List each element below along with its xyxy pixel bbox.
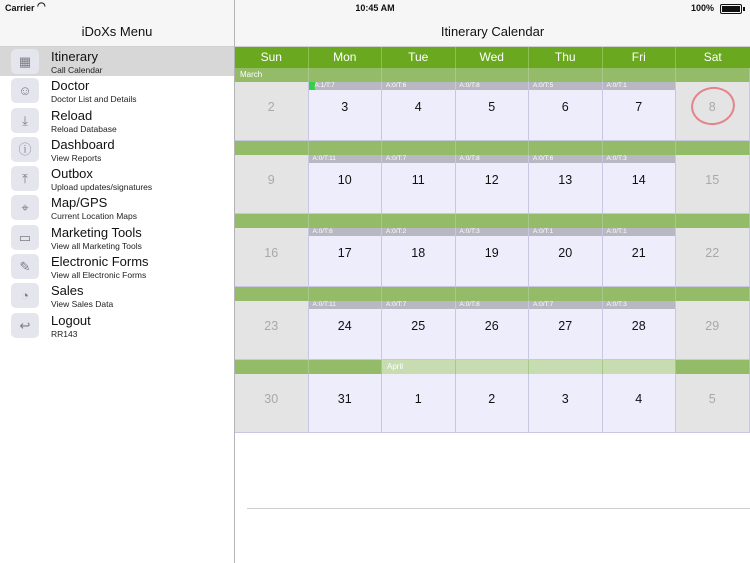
visit-count-text: A:0/T:2 bbox=[386, 228, 407, 235]
menu-list bbox=[0, 47, 234, 340]
day-cell[interactable] bbox=[603, 301, 677, 360]
bottom-divider bbox=[247, 508, 750, 509]
band-segment bbox=[382, 68, 456, 82]
day-cell[interactable] bbox=[235, 228, 309, 287]
visit-count-tag bbox=[456, 155, 529, 163]
day-number: 11 bbox=[411, 173, 425, 187]
day-number: 20 bbox=[558, 246, 573, 260]
day-cell[interactable] bbox=[603, 82, 677, 141]
day-cell[interactable] bbox=[456, 155, 530, 214]
day-number: 31 bbox=[337, 392, 352, 406]
band-segment bbox=[456, 214, 530, 228]
day-number: 14 bbox=[631, 173, 646, 187]
menu-item-itinerary[interactable] bbox=[0, 47, 234, 76]
menu-item-subtitle: RR143 bbox=[51, 328, 78, 339]
visit-count-text: A:0/T:6 bbox=[312, 228, 333, 235]
day-cell[interactable] bbox=[382, 301, 456, 360]
calendar-icon: ▦ bbox=[11, 49, 39, 74]
day-cell[interactable] bbox=[235, 301, 309, 360]
band-segment bbox=[529, 360, 603, 374]
visit-count-tag bbox=[309, 301, 382, 309]
band-segment bbox=[603, 214, 677, 228]
visit-count-tag bbox=[456, 301, 529, 309]
day-cell[interactable] bbox=[603, 155, 677, 214]
band-segment bbox=[529, 141, 603, 155]
menu-item-electronic-forms[interactable] bbox=[0, 252, 234, 281]
visit-count-tag bbox=[309, 82, 382, 90]
calendar-week bbox=[235, 214, 750, 287]
day-cell[interactable] bbox=[309, 82, 383, 141]
day-cell[interactable] bbox=[309, 228, 383, 287]
calendar-week bbox=[235, 287, 750, 360]
visit-count-tag bbox=[603, 228, 676, 236]
visit-count-tag bbox=[529, 155, 602, 163]
location-pin-icon: ⌖ bbox=[11, 195, 39, 220]
day-number: 2 bbox=[488, 392, 496, 406]
band-segment bbox=[529, 68, 603, 82]
visit-count-tag bbox=[382, 82, 455, 90]
week-cells bbox=[235, 155, 750, 214]
visit-count-tag bbox=[603, 155, 676, 163]
day-number: 2 bbox=[267, 100, 275, 114]
day-number: 15 bbox=[705, 173, 720, 187]
menu-title: iDoXs Menu bbox=[0, 18, 234, 47]
band-segment bbox=[235, 287, 309, 301]
menu-item-subtitle: View all Marketing Tools bbox=[51, 240, 142, 251]
day-number: 10 bbox=[337, 173, 352, 187]
visit-count-tag bbox=[309, 155, 382, 163]
visit-count-tag bbox=[456, 82, 529, 90]
upload-icon: ⤒ bbox=[11, 166, 39, 191]
day-cell[interactable] bbox=[456, 301, 530, 360]
visit-count-text: A:0/T:7 bbox=[386, 155, 407, 162]
day-number: 23 bbox=[264, 319, 279, 333]
visit-count-text: A:0/T:8 bbox=[459, 301, 480, 308]
day-cell[interactable] bbox=[382, 82, 456, 141]
month-label: March bbox=[240, 70, 263, 79]
band-segment bbox=[456, 360, 530, 374]
day-number: 9 bbox=[267, 173, 275, 187]
band-segment bbox=[309, 141, 383, 155]
weekday-header-row bbox=[235, 47, 750, 68]
calendar-panel bbox=[235, 18, 750, 563]
day-cell[interactable] bbox=[382, 374, 456, 433]
day-number: 4 bbox=[414, 100, 422, 114]
visit-count-text: A:0/T:7 bbox=[533, 301, 554, 308]
calendar-week bbox=[235, 141, 750, 214]
week-cells bbox=[235, 301, 750, 360]
menu-item-subtitle: View Sales Data bbox=[51, 299, 114, 310]
menu-item-logout[interactable] bbox=[0, 311, 234, 340]
band-segment bbox=[382, 287, 456, 301]
day-cell[interactable] bbox=[456, 374, 530, 433]
weekday-sun: Sun bbox=[235, 47, 309, 68]
monitor-icon: ▭ bbox=[11, 225, 39, 250]
band-segment bbox=[676, 141, 750, 155]
band-segment bbox=[676, 360, 750, 374]
today-highlight-circle bbox=[689, 84, 738, 128]
band-segment bbox=[529, 287, 603, 301]
day-cell[interactable] bbox=[309, 155, 383, 214]
day-number: 4 bbox=[635, 392, 643, 406]
weekday-thu: Thu bbox=[529, 47, 603, 68]
day-number: 22 bbox=[705, 246, 720, 260]
day-number: 27 bbox=[558, 319, 573, 333]
band-segment bbox=[676, 287, 750, 301]
visit-count-text: A:0/T:1 bbox=[606, 82, 627, 89]
visit-count-text: A:0/T:5 bbox=[533, 82, 554, 89]
band-segment bbox=[382, 214, 456, 228]
day-number: 3 bbox=[341, 100, 349, 114]
status-bar bbox=[0, 0, 750, 18]
day-number: 26 bbox=[484, 319, 499, 333]
weekday-tue: Tue bbox=[382, 47, 456, 68]
band-segment bbox=[309, 68, 383, 82]
day-cell[interactable] bbox=[529, 82, 603, 141]
menu-item-title: Dashboard bbox=[51, 136, 115, 152]
visit-count-text: A:0/T:1 bbox=[533, 228, 554, 235]
band-segment bbox=[676, 214, 750, 228]
logout-icon: ↩ bbox=[11, 313, 39, 338]
visit-count-tag bbox=[529, 82, 602, 90]
calendar-week bbox=[235, 360, 750, 433]
day-number: 29 bbox=[705, 319, 720, 333]
band-segment bbox=[235, 214, 309, 228]
band-segment bbox=[456, 141, 530, 155]
band-segment bbox=[309, 214, 383, 228]
menu-item-subtitle: Upload updates/signatures bbox=[51, 182, 153, 193]
calendar-title: Itinerary Calendar bbox=[235, 18, 750, 47]
day-cell[interactable] bbox=[235, 82, 309, 141]
day-number: 3 bbox=[561, 392, 569, 406]
day-cell[interactable] bbox=[676, 228, 750, 287]
wifi-icon: ◠ bbox=[37, 1, 46, 12]
menu-item-subtitle: View Reports bbox=[51, 152, 102, 163]
day-number: 5 bbox=[488, 100, 496, 114]
visit-count-text: A:1/T:7 bbox=[314, 82, 335, 89]
weekday-wed: Wed bbox=[456, 47, 530, 68]
day-cell[interactable] bbox=[529, 374, 603, 433]
battery-icon bbox=[720, 4, 742, 14]
menu-panel bbox=[0, 18, 234, 563]
menu-item-title: Reload bbox=[51, 107, 93, 123]
carrier-label: Carrier bbox=[5, 3, 35, 13]
day-cell[interactable] bbox=[309, 374, 383, 433]
menu-item-subtitle: Current Location Maps bbox=[51, 211, 137, 222]
menu-item-title: Map/GPS bbox=[51, 195, 108, 211]
menu-item-map-gps[interactable] bbox=[0, 193, 234, 222]
day-cell[interactable] bbox=[676, 82, 750, 141]
visit-count-text: A:0/T:3 bbox=[459, 228, 480, 235]
day-number: 16 bbox=[264, 246, 279, 260]
menu-item-title: Outbox bbox=[51, 166, 93, 182]
menu-item-title: Logout bbox=[51, 312, 91, 328]
day-number: 21 bbox=[631, 246, 646, 260]
menu-item-title: Itinerary bbox=[51, 49, 98, 64]
day-number: 6 bbox=[561, 100, 569, 114]
band-segment bbox=[456, 287, 530, 301]
band-segment bbox=[603, 287, 677, 301]
day-number: 24 bbox=[337, 319, 352, 333]
weekday-mon: Mon bbox=[309, 47, 383, 68]
day-cell[interactable] bbox=[382, 155, 456, 214]
visit-count-text: A:0/T:6 bbox=[533, 155, 554, 162]
day-cell[interactable] bbox=[529, 155, 603, 214]
calendar-week bbox=[235, 68, 750, 141]
week-cells bbox=[235, 374, 750, 433]
band-segment bbox=[456, 68, 530, 82]
band-segment bbox=[309, 360, 383, 374]
day-number: 7 bbox=[635, 100, 643, 114]
day-number: 13 bbox=[558, 173, 573, 187]
menu-item-title: Marketing Tools bbox=[51, 224, 142, 240]
day-cell[interactable] bbox=[529, 228, 603, 287]
day-cell[interactable] bbox=[603, 374, 677, 433]
menu-item-dashboard[interactable] bbox=[0, 135, 234, 164]
visit-count-text: A:0/T:11 bbox=[312, 155, 336, 162]
week-cells bbox=[235, 228, 750, 287]
band-segment bbox=[309, 287, 383, 301]
band-segment bbox=[603, 141, 677, 155]
visit-count-tag bbox=[603, 82, 676, 90]
band-segment bbox=[235, 360, 309, 374]
band-segment bbox=[529, 214, 603, 228]
month-label: April bbox=[387, 362, 404, 371]
info-icon: ⓘ bbox=[11, 137, 39, 162]
edit-form-icon: ✎ bbox=[11, 254, 39, 279]
visit-count-text: A:0/T:3 bbox=[606, 301, 627, 308]
band-segment bbox=[603, 360, 677, 374]
visit-count-text: A:0/T:3 bbox=[606, 155, 627, 162]
day-cell[interactable] bbox=[456, 228, 530, 287]
menu-item-subtitle: Doctor List and Details bbox=[51, 94, 137, 105]
day-number: 8 bbox=[708, 100, 716, 114]
doctor-icon: ☺ bbox=[11, 78, 39, 103]
day-number: 19 bbox=[484, 246, 499, 260]
weekday-sat: Sat bbox=[676, 47, 750, 68]
menu-item-subtitle: Call Calendar bbox=[51, 65, 103, 75]
visit-count-tag bbox=[529, 228, 602, 236]
day-number: 1 bbox=[414, 392, 422, 406]
visit-count-text: A:0/T:8 bbox=[459, 155, 480, 162]
visit-count-tag bbox=[382, 228, 455, 236]
menu-item-marketing-tools[interactable] bbox=[0, 223, 234, 252]
day-number: 17 bbox=[337, 246, 352, 260]
day-cell[interactable] bbox=[529, 301, 603, 360]
band-segment bbox=[235, 141, 309, 155]
day-cell[interactable] bbox=[382, 228, 456, 287]
visit-count-text: A:0/T:1 bbox=[606, 228, 627, 235]
day-cell[interactable] bbox=[676, 155, 750, 214]
day-cell[interactable] bbox=[676, 374, 750, 433]
day-number: 18 bbox=[411, 246, 426, 260]
visit-count-tag bbox=[309, 228, 382, 236]
battery-percent: 100% bbox=[690, 3, 714, 13]
day-cell[interactable] bbox=[235, 374, 309, 433]
day-cell[interactable] bbox=[309, 301, 383, 360]
day-number: 12 bbox=[484, 173, 499, 187]
day-number: 30 bbox=[264, 392, 279, 406]
clock-time: 10:45 AM bbox=[355, 3, 395, 13]
day-number: 28 bbox=[631, 319, 646, 333]
visit-count-tag bbox=[456, 228, 529, 236]
menu-item-doctor[interactable] bbox=[0, 76, 234, 105]
menu-item-title: Sales bbox=[51, 283, 84, 299]
visit-count-text: A:0/T:8 bbox=[459, 82, 480, 89]
week-band bbox=[235, 68, 750, 82]
day-cell[interactable] bbox=[456, 82, 530, 141]
download-icon: ⤓ bbox=[11, 108, 39, 133]
visit-count-text: A:0/T:11 bbox=[312, 301, 336, 308]
day-number: 25 bbox=[411, 319, 426, 333]
weekday-fri: Fri bbox=[603, 47, 677, 68]
menu-item-outbox[interactable] bbox=[0, 164, 234, 193]
day-number: 5 bbox=[708, 392, 716, 406]
week-band bbox=[235, 214, 750, 228]
menu-item-subtitle: View all Electronic Forms bbox=[51, 270, 147, 281]
week-band bbox=[235, 360, 750, 374]
band-segment bbox=[382, 141, 456, 155]
menu-item-sales[interactable] bbox=[0, 281, 234, 310]
week-band bbox=[235, 287, 750, 301]
visit-count-text: A:0/T:6 bbox=[386, 82, 407, 89]
menu-item-title: Electronic Forms bbox=[51, 254, 149, 270]
visit-count-tag bbox=[529, 301, 602, 309]
visit-count-tag bbox=[382, 155, 455, 163]
menu-item-subtitle: Reload Database bbox=[51, 123, 117, 134]
menu-item-title: Doctor bbox=[51, 78, 90, 94]
band-segment bbox=[603, 68, 677, 82]
week-band bbox=[235, 141, 750, 155]
visit-count-tag bbox=[603, 301, 676, 309]
day-cell[interactable] bbox=[235, 155, 309, 214]
pie-chart-icon: ◔ bbox=[11, 283, 39, 308]
week-cells bbox=[235, 82, 750, 141]
band-segment bbox=[676, 68, 750, 82]
day-cell[interactable] bbox=[603, 228, 677, 287]
menu-item-reload[interactable] bbox=[0, 106, 234, 135]
visit-count-tag bbox=[382, 301, 455, 309]
visit-count-text: A:0/T:7 bbox=[386, 301, 407, 308]
day-cell[interactable] bbox=[676, 301, 750, 360]
